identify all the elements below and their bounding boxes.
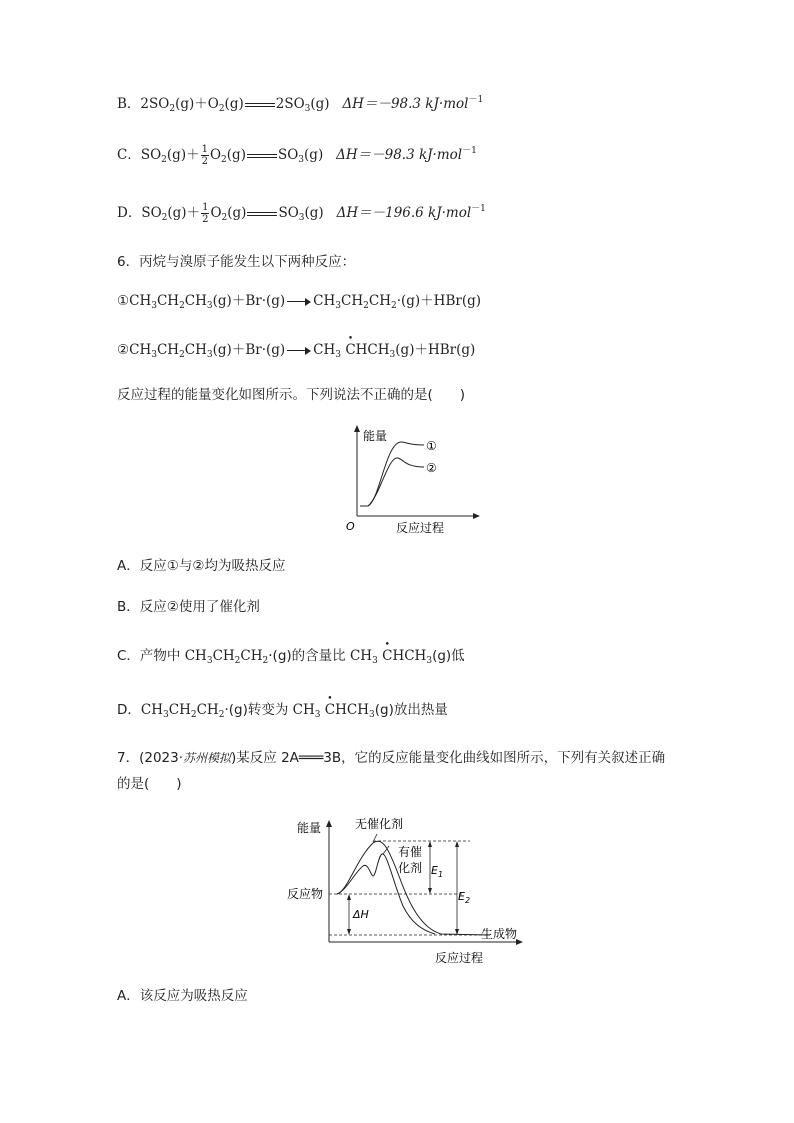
q7-option-a: A．该反应为吸热反应: [117, 988, 248, 1004]
y-axis-arrow: [326, 820, 332, 827]
option-d: D．$SO_2(g)+$ $\frac{1}{2}$ $O_2(g)$ $SO_3(g)$ ΔH＝－196.6 kJ·mol$^{-1}$: [117, 202, 486, 225]
y-axis-label: 能量: [363, 429, 388, 443]
origin-label: O: [346, 520, 355, 533]
q6-energy-diagram: [340, 420, 480, 538]
q6-option-a: A．反应①与②均为吸热反应: [117, 558, 286, 574]
curve-1: [360, 442, 424, 506]
no-catalyst-label: 无催化剂: [355, 817, 404, 831]
x-axis-arrow: [473, 513, 480, 519]
delta-h: ΔH＝－196.6 kJ·mol: [336, 205, 472, 221]
x-axis-label: 反应过程: [396, 521, 445, 535]
e2-label: $E_2$: [458, 890, 471, 905]
catalyst-label-2: 化剂: [398, 861, 423, 875]
fraction-half: $\frac{1}{2}$: [201, 144, 208, 167]
x-axis-label: 反应过程: [435, 951, 484, 965]
x-axis-arrow: [516, 939, 523, 945]
q7-stem-line2: 的是( ): [117, 776, 182, 792]
fraction-half: $\frac{1}{2}$: [202, 202, 209, 225]
option-c: C．$SO_2(g)+$ $\frac{1}{2}$ $O_2(g)$ $SO_3(g)$ ΔH＝－98.3 kJ·mol$^{-1}$: [117, 144, 477, 167]
q6-option-d: D．$CH_3CH_2CH_2\cdot(g)$转变为 $CH_3$ • $CHCH_3(g)$放出热量: [117, 700, 448, 720]
q6-stem: 6．丙烷与溴原子能发生以下两种反应：: [117, 254, 356, 270]
dh-label: ΔH: [353, 908, 369, 921]
y-axis-label: 能量: [297, 821, 322, 835]
curve-2-label: ②: [426, 461, 437, 475]
q6-reaction-2: $②CH_3CH_2CH_3(g)+Br\cdot(g)$ $CH_3$ • $CHCH_3(g)+HBr(g)$: [117, 340, 475, 360]
q6-reaction-1: $①CH_3CH_2CH_3(g)+Br\cdot(g)$ $CH_3CH_2CH_2\cdot(g)+HBr(g)$: [117, 293, 481, 311]
delta-h: ΔH＝－98.3 kJ·mol: [336, 147, 463, 163]
delta-h: ΔH＝－98.3 kJ·mol: [342, 96, 469, 112]
catalyst-label-1: 有催: [398, 845, 423, 859]
curve-2: [368, 458, 424, 506]
q6-prompt: 反应过程的能量变化如图所示。下列说法不正确的是( ): [117, 387, 466, 403]
y-axis-arrow: [354, 425, 360, 432]
option-b: B．$2SO_2(g)+O_2(g)$ $2SO_3(g)$ ΔH＝－98.3 kJ·mol$^{-1}$: [117, 95, 484, 114]
q7-energy-diagram: [285, 812, 525, 968]
curve-1-label: ①: [426, 439, 437, 453]
product-label: 生成物: [481, 927, 518, 941]
q6-option-b: B．反应②使用了催化剂: [117, 599, 260, 615]
e1-label: $E_1$: [431, 864, 444, 879]
q6-option-c: C．产物中 $CH_3CH_2CH_2\cdot(g)$的含量比 $CH_3$ • $CHCH_3(g)$低: [117, 646, 465, 666]
reactant-label: 反应物: [287, 887, 324, 901]
q7-stem: 7．(2023·苏州模拟)某反应 2A═══3B，它的反应能量变化曲线如图所示，下列有关叙述正确: [117, 750, 666, 766]
